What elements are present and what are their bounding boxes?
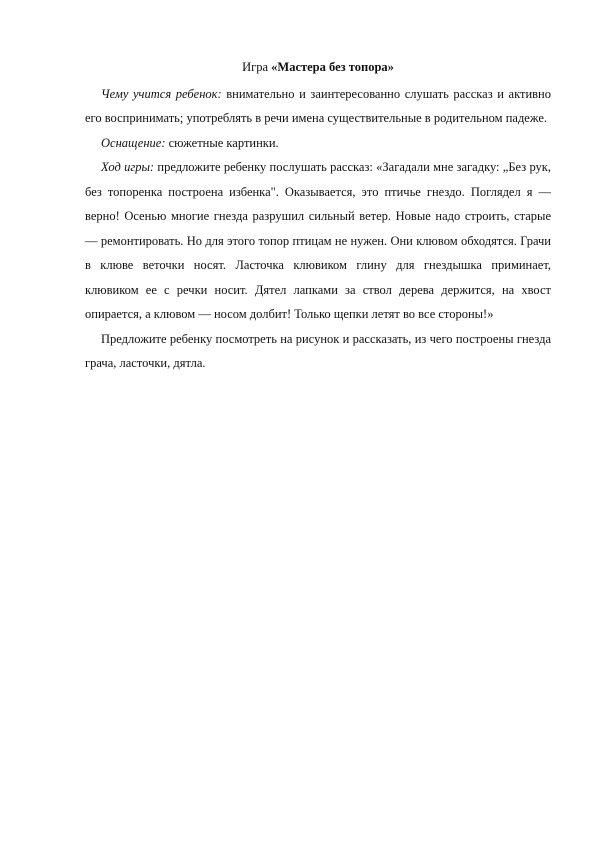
text-equipment: сюжетные картинки. [165,135,279,150]
paragraph-learning-goals [85,82,551,131]
document-body [85,55,551,376]
paragraph-task [85,327,551,376]
document-title [85,55,551,80]
label-game-procedure: Ход игры: [101,160,155,174]
paragraph-game-procedure [85,155,551,327]
label-equipment: Оснащение: [101,135,166,150]
text-learning-goals: внимательно и заинтересованно слушать рассказ и активно его воспринимать; употреблять в речи имена существительные в родительном падеже. [85,86,551,125]
text-task: Предложите ребенку посмотреть на рисунок и рассказать, из чего построены гнезда грача, ласточки, дятла. [85,331,551,370]
paragraph-equipment [85,131,551,156]
title-bold: «Мастера без топора» [271,60,394,74]
text-game-procedure: предложите ребенку послушать рассказ: «Загадали мне загадку: „Без рук, без топоренка построена избенка". Оказывается, это птичье гнездо. Поглядел я — верно! Осенью многие гнезда разрушил сильный ветер. Новые надо строить, старые — ремонтировать. Но для этого топор птицам не нужен. Они клювом обходятся. Грачи в клюве веточки носят. Ласточка клювиком глину для гнездышка приминает, клювиком ее с речки носит. Дятел лапками за ствол дерева держится, на хвост опирается, а клювом — носом долбит! Только щепки летят во все стороны!» [85,160,551,321]
title-prefix: Игра [242,60,272,74]
label-learning-goals: Чему учится ребенок: [101,86,222,101]
